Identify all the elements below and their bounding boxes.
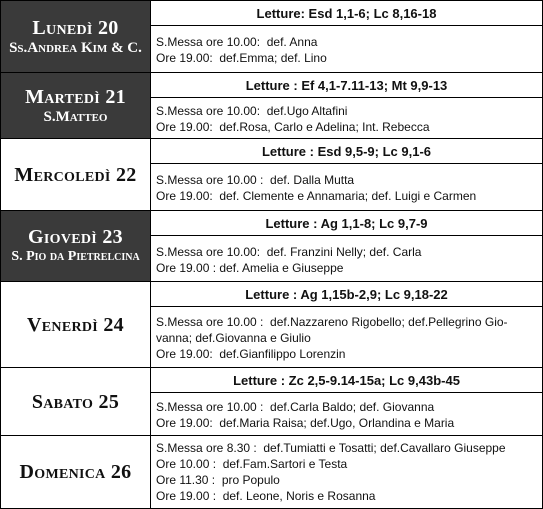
mass-line: S.Messa ore 10.00 : def. Dalla Mutta: [156, 173, 355, 187]
mass-line: Ore 19.00 : def. Leone, Noris e Rosanna: [156, 489, 376, 503]
day-saint: Ss.Andrea Kim & C.: [9, 39, 142, 56]
day-name: Mercoledì 22: [14, 163, 137, 186]
day-content: [151, 282, 542, 367]
mass-list: [151, 236, 542, 281]
mass-line: S.Messa ore 10.00: def.Ugo Altafini: [156, 104, 348, 118]
readings: Letture: Esd 1,1-6; Lc 8,16-18: [151, 1, 542, 26]
mass-list: [151, 307, 542, 367]
day-cell-sunday: [1, 436, 151, 508]
day-name: Lunedì 20: [32, 16, 119, 39]
mass-line: S.Messa ore 10.00: def. Franzini Nelly; def. Carla: [156, 244, 422, 259]
mass-list: [151, 26, 542, 72]
day-name: Domenica 26: [19, 461, 132, 483]
mass-line: Ore 19.00: def.Maria Raisa; def.Ugo, Orlandina e Maria: [156, 416, 455, 430]
day-row-thursday: [1, 210, 542, 281]
day-cell-thursday: [1, 211, 151, 281]
day-cell-wednesday: [1, 139, 151, 210]
day-content: [151, 211, 542, 281]
day-cell-tuesday: [1, 73, 151, 138]
mass-list: [151, 436, 542, 508]
mass-line: Ore 19.00: def.Gianfilippo Lorenzin: [156, 347, 346, 361]
readings: Letture : Esd 9,5-9; Lc 9,1-6: [151, 139, 542, 164]
readings: Letture : Ag 1,15b-2,9; Lc 9,18-22: [151, 282, 542, 307]
day-saint: S. Pio da Pietrelcina: [11, 249, 140, 264]
mass-line: Ore 10.00 : def.Fam.Sartori e Testa: [156, 457, 348, 471]
readings: Letture : Zc 2,5-9.14-15a; Lc 9,43b-45: [151, 368, 542, 393]
mass-line: Ore 19.00: def.Emma; def. Lino: [156, 51, 327, 65]
day-content: [151, 73, 542, 138]
mass-list: [151, 393, 542, 435]
mass-list: [151, 98, 542, 138]
mass-line: Ore 19.00: def. Clemente e Annamaria; def. Luigi e Carmen: [156, 189, 477, 203]
mass-line: S.Messa ore 10.00 : def.Carla Baldo; def. Giovanna: [156, 400, 435, 414]
day-content: [151, 1, 542, 72]
mass-line: Ore 11.30 : pro Populo: [156, 473, 280, 487]
readings: Letture : Ag 1,1-8; Lc 9,7-9: [151, 211, 542, 236]
day-content: [151, 139, 542, 210]
day-cell-saturday: [1, 368, 151, 435]
day-cell-monday: [1, 1, 151, 72]
mass-line: S.Messa ore 10.00 : def.Nazzareno Rigobello; def.Pellegrino Gio-: [156, 315, 508, 329]
day-row-wednesday: [1, 138, 542, 210]
readings: Letture : Ef 4,1-7.11-13; Mt 9,9-13: [151, 73, 542, 98]
day-cell-friday: [1, 282, 151, 367]
mass-line: Ore 19.00 : def. Amelia e Giuseppe: [156, 260, 344, 275]
day-content: [151, 368, 542, 435]
day-row-monday: [1, 1, 542, 72]
mass-line: S.Messa ore 10.00: def. Anna: [156, 35, 318, 49]
day-saint: S.Matteo: [43, 108, 108, 125]
day-row-sunday: [1, 435, 542, 508]
day-row-tuesday: [1, 72, 542, 138]
mass-list: [151, 164, 542, 210]
day-row-friday: [1, 281, 542, 367]
day-row-saturday: [1, 367, 542, 435]
day-name: Venerdì 24: [27, 313, 124, 336]
mass-line: Ore 19.00: def.Rosa, Carlo e Adelina; Int. Rebecca: [156, 120, 430, 134]
day-name: Martedì 21: [25, 85, 126, 108]
mass-line: S.Messa ore 8.30 : def.Tumiatti e Tosatti; def.Cavallaro Giuseppe: [156, 441, 506, 455]
day-name: Giovedì 23: [28, 226, 123, 248]
day-name: Sabato 25: [31, 390, 120, 413]
day-content: [151, 436, 542, 508]
mass-line: vanna; def.Giovanna e Giulio: [156, 331, 311, 345]
